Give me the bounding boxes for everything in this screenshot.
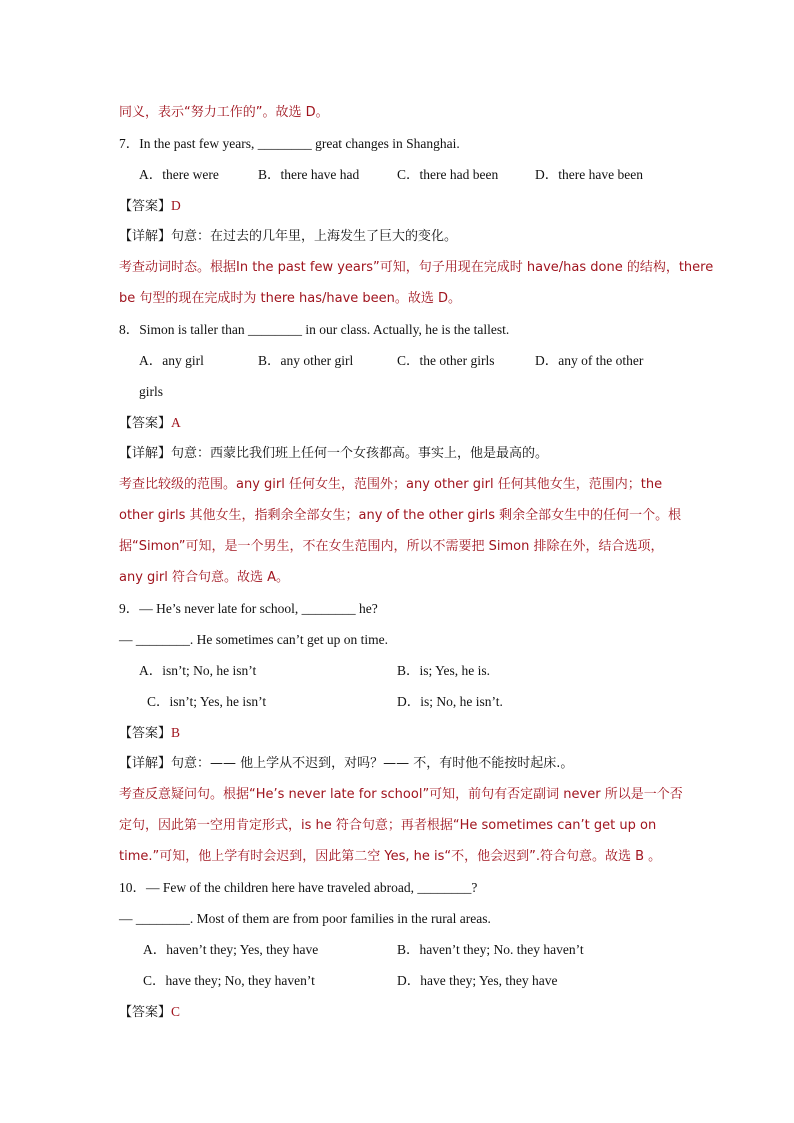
- q7-detail: [119, 221, 679, 252]
- answer-label: 【答案】: [119, 1005, 172, 1020]
- q8-options-wrap: [119, 376, 679, 407]
- q9-detail: [119, 748, 679, 779]
- q8-option-a: A．any girl: [139, 353, 204, 368]
- q8-stem: 8．Simon is taller than ________ in our class. Actually, he is the tallest.: [119, 322, 510, 337]
- q7-options: [119, 159, 679, 190]
- q9-stem-2: — ________. He sometimes can’t get up on time.: [119, 632, 388, 647]
- q10-answer-value: C: [171, 1004, 181, 1019]
- q7-answer-value: D: [171, 198, 181, 213]
- q10-option-c: C．have they; No, they haven’t: [143, 973, 315, 988]
- q7-analysis-line-2: be 句型的现在完成时为 there has/have been。故选 D。: [119, 291, 462, 306]
- q7-option-a: A．there were: [139, 167, 219, 182]
- q8-option-d-wrap: girls: [139, 384, 164, 399]
- q8-analysis-line-4: any girl 符合句意。故选 A。: [119, 570, 290, 585]
- q10-stem-2: — ________. Most of them are from poor families in the rural areas.: [119, 911, 491, 926]
- q10-option-b: B．haven’t they; No. they haven’t: [397, 942, 584, 957]
- q7-answer: [119, 190, 679, 221]
- q9-option-c: C．isn’t; Yes, he isn’t: [147, 694, 267, 709]
- q7-analysis-line-1: 考查动词时态。根据In the past few years”可知，句子用现在完成时 have/has done 的结构，there: [119, 260, 714, 275]
- q9-option-d: D．is; No, he isn’t.: [397, 694, 503, 709]
- q10-options-row-2: [119, 965, 679, 996]
- q10-option-d: D．have they; Yes, they have: [397, 973, 558, 988]
- detail-label: 【详解】: [119, 229, 172, 244]
- q8-option-b: B．any other girl: [258, 353, 354, 368]
- q9-option-a: A．isn’t; No, he isn’t: [139, 663, 257, 678]
- q7-option-d: D．there have been: [535, 167, 643, 182]
- q8-answer-value: A: [171, 415, 181, 430]
- q8-option-d: D．any of the other: [535, 353, 644, 368]
- answer-label: 【答案】: [119, 416, 172, 431]
- q7-option-b: B．there have had: [258, 167, 360, 182]
- q8-detail: [119, 438, 679, 469]
- q8-analysis-line-3: 据“Simon”可知，是一个男生，不在女生范围内，所以不需要把 Simon 排除在外，结合选项，: [119, 539, 664, 554]
- q9-analysis-line-3: time.”可知，他上学有时会迟到，因此第二空 Yes, he is“不，他会迟到”.符合句意。故选 B 。: [119, 849, 662, 864]
- q8-answer: [119, 407, 679, 438]
- q9-stem: 9．— He’s never late for school, ________ he?: [119, 601, 378, 616]
- detail-label: 【详解】: [119, 446, 172, 461]
- q7-stem: 7．In the past few years, ________ great changes in Shanghai.: [119, 136, 460, 151]
- q9-analysis-line-2: 定句，因此第一空用肯定形式，is he 符合句意；再者根据“He sometimes can’t get up on: [119, 818, 657, 833]
- q9-options-row-1: [119, 655, 679, 686]
- q9-options-row-2: [119, 686, 679, 717]
- q8-detail-meaning: 句意：西蒙比我们班上任何一个女孩都高。事实上，他是最高的。: [171, 446, 549, 461]
- q7-option-c: C．there had been: [397, 167, 499, 182]
- q9-detail-meaning: 句意：—— 他上学从不迟到，对吗？—— 不，有时他不能按时起床.。: [171, 756, 574, 771]
- q8-analysis-line-2: other girls 其他女生，指剩余全部女生；any of the other girls 剩余全部女生中的任何一个。根: [119, 508, 682, 523]
- q8-option-c: C．the other girls: [397, 353, 495, 368]
- q8-analysis-line-1: 考查比较级的范围。any girl 任何女生，范围外；any other girl 任何其他女生，范围内；the: [119, 477, 663, 492]
- q9-answer: [119, 717, 679, 748]
- answer-label: 【答案】: [119, 726, 172, 741]
- q10-answer: [119, 996, 679, 1027]
- q10-stem: 10．— Few of the children here have traveled abroad, ________?: [119, 880, 478, 895]
- answer-label: 【答案】: [119, 199, 172, 214]
- detail-label: 【详解】: [119, 756, 172, 771]
- q10-options-row-1: [119, 934, 679, 965]
- q9-analysis-line-1: 考查反意疑问句。根据“He’s never late for school”可知，前句有否定副词 never 所以是一个否: [119, 787, 683, 802]
- q9-answer-value: B: [171, 725, 181, 740]
- content-area: [119, 97, 714, 1027]
- q8-options: [119, 345, 679, 376]
- top-line: 同义，表示“努力工作的”。故选 D。: [119, 105, 329, 120]
- q7-detail-meaning: 句意：在过去的几年里，上海发生了巨大的变化。: [171, 229, 458, 244]
- q9-option-b: B．is; Yes, he is.: [397, 663, 491, 678]
- q10-option-a: A．haven’t they; Yes, they have: [143, 942, 319, 957]
